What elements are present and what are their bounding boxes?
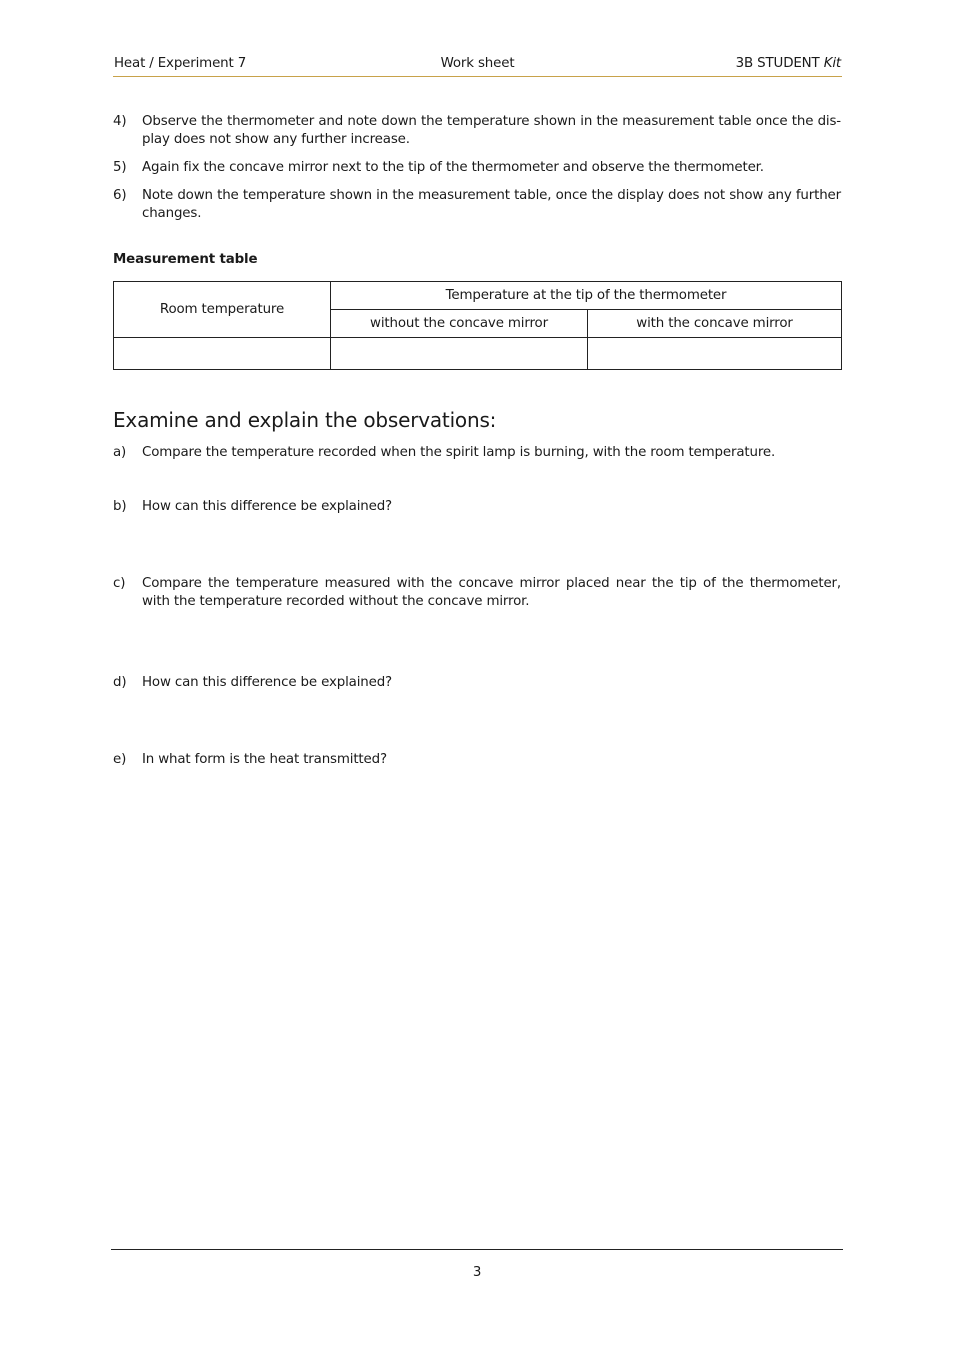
step-text: Observe the thermometer and note down the temperature shown in the measurement table once the dis-play does not show any further increase. xyxy=(142,114,841,147)
question-e xyxy=(113,751,841,769)
step-6 xyxy=(113,187,841,223)
question-c xyxy=(113,575,841,611)
question-text: Compare the temperature recorded when the spirit lamp is burning, with the room temperature. xyxy=(142,445,776,460)
step-text: Again fix the concave mirror next to the tip of the thermometer and observe the thermometer. xyxy=(142,160,764,175)
step-text: Note down the temperature shown in the measurement table, once the display does not show any further changes. xyxy=(142,188,841,221)
measurement-table-title: Measurement table xyxy=(113,252,258,267)
observations-heading: Examine and explain the observations: xyxy=(113,408,497,432)
room-temperature-header: Room temperature xyxy=(114,282,331,338)
page-number: 3 xyxy=(472,1265,482,1280)
header-right xyxy=(736,56,841,71)
without-mirror-header: without the concave mirror xyxy=(331,310,588,338)
with-mirror-value-cell[interactable] xyxy=(588,338,842,370)
tip-temperature-header: Temperature at the tip of the thermometer xyxy=(331,282,842,310)
step-number: 6) xyxy=(113,188,127,203)
step-number: 5) xyxy=(113,160,127,175)
header-right-main: 3B STUDENT xyxy=(735,56,824,71)
question-label: b) xyxy=(113,499,127,514)
step-number: 4) xyxy=(113,114,127,129)
without-mirror-value-cell[interactable] xyxy=(331,338,588,370)
page-header xyxy=(113,55,842,77)
step-5 xyxy=(113,159,841,177)
step-4 xyxy=(113,113,841,149)
room-temperature-value-cell[interactable] xyxy=(114,338,331,370)
question-text: Compare the temperature measured with the concave mirror placed near the tip of the thermometer, with the temperature recorded without the concave mirror. xyxy=(142,576,841,609)
question-label: c) xyxy=(113,576,126,591)
question-label: e) xyxy=(113,752,127,767)
header-left: Heat / Experiment 7 xyxy=(114,56,247,71)
question-label: d) xyxy=(113,675,127,690)
header-center: Work sheet xyxy=(440,56,515,71)
header-right-italic: Kit xyxy=(823,56,841,71)
question-text: How can this difference be explained? xyxy=(142,499,393,514)
measurement-table xyxy=(113,281,842,370)
question-text: In what form is the heat transmitted? xyxy=(142,752,387,767)
question-label: a) xyxy=(113,445,127,460)
with-mirror-header: with the concave mirror xyxy=(588,310,842,338)
question-b xyxy=(113,498,841,516)
question-d xyxy=(113,674,841,692)
footer-rule xyxy=(111,1249,843,1250)
question-text: How can this difference be explained? xyxy=(142,675,393,690)
question-a xyxy=(113,444,841,462)
